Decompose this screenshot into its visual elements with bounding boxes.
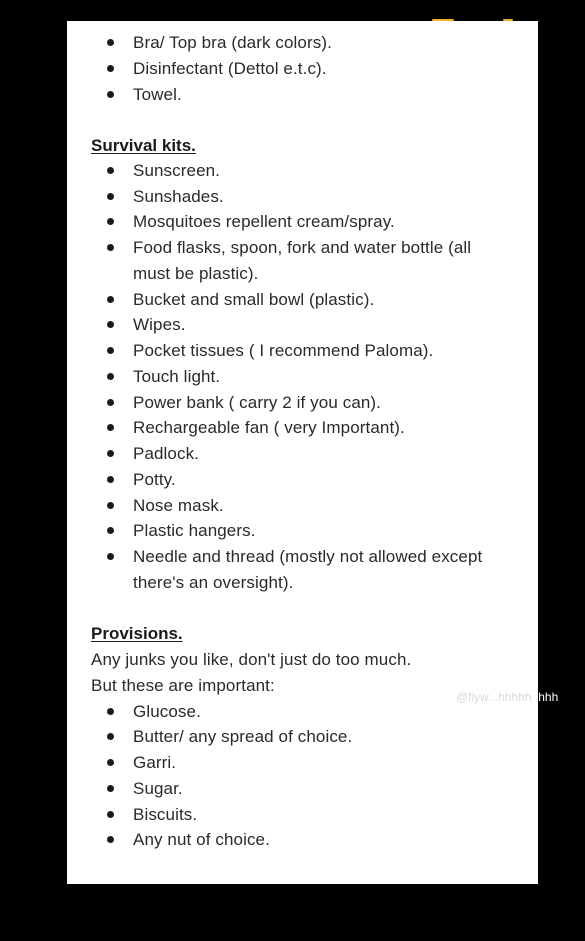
bullet-icon: [107, 708, 114, 715]
watermark-tail-text: hhhh: [531, 690, 559, 704]
list-item: Potty.: [133, 470, 176, 489]
list-item: Sugar.: [133, 779, 183, 798]
bullet-icon: [107, 65, 114, 72]
list-item: Sunscreen.: [133, 161, 220, 180]
list-item: Wipes.: [133, 315, 186, 334]
list-item: Padlock.: [133, 444, 200, 463]
bullet-icon: [107, 373, 114, 380]
list-item: Pocket tissues ( I recommend Paloma).: [133, 341, 434, 360]
list-item: Plastic hangers.: [133, 521, 256, 540]
bullet-icon: [107, 553, 114, 560]
list-item: Sunshades.: [133, 187, 224, 206]
list-item: Glucose.: [133, 702, 201, 721]
list-item-continuation: there's an oversight).: [133, 573, 294, 592]
provisions-heading: Provisions.: [91, 624, 183, 643]
bullet-icon: [107, 476, 114, 483]
bullet-icon: [107, 502, 114, 509]
list-item: Towel.: [133, 85, 182, 104]
watermark-faded-text: @fiyw...hhhhh: [456, 690, 532, 704]
bullet-icon: [107, 91, 114, 98]
list-item: Mosquitoes repellent cream/spray.: [133, 212, 395, 231]
bullet-icon: [107, 39, 114, 46]
list-item-continuation: must be plastic).: [133, 264, 259, 283]
bullet-icon: [107, 450, 114, 457]
list-item: Bucket and small bowl (plastic).: [133, 290, 375, 309]
bullet-icon: [107, 244, 114, 251]
bullet-icon: [107, 836, 114, 843]
list-item: Biscuits.: [133, 805, 198, 824]
bullet-icon: [107, 424, 114, 431]
list-item: Power bank ( carry 2 if you can).: [133, 393, 382, 412]
survival-kits-heading: Survival kits.: [91, 136, 196, 155]
bullet-icon: [107, 218, 114, 225]
provisions-intro: But these are important:: [91, 676, 275, 695]
list-item: Disinfectant (Dettol e.t.c).: [133, 59, 327, 78]
bullet-icon: [107, 296, 114, 303]
list-item: Nose mask.: [133, 496, 224, 515]
bullet-icon: [107, 759, 114, 766]
bullet-icon: [107, 347, 114, 354]
list-item: Food flasks, spoon, fork and water bottle (all: [133, 238, 472, 257]
bullet-icon: [107, 785, 114, 792]
provisions-intro: Any junks you like, don't just do too much.: [91, 650, 412, 669]
watermark: [456, 689, 558, 705]
list-item: Garri.: [133, 753, 177, 772]
bullet-icon: [107, 733, 114, 740]
list-item: Any nut of choice.: [133, 830, 270, 849]
bullet-icon: [107, 811, 114, 818]
bullet-icon: [107, 399, 114, 406]
bullet-icon: [107, 167, 114, 174]
list-item: Touch light.: [133, 367, 221, 386]
list-item: Needle and thread (mostly not allowed except: [133, 547, 483, 566]
document-page: [67, 21, 538, 884]
bullet-icon: [107, 321, 114, 328]
list-item: Rechargeable fan ( very Important).: [133, 418, 405, 437]
list-item: Butter/ any spread of choice.: [133, 727, 353, 746]
list-item: Bra/ Top bra (dark colors).: [133, 33, 332, 52]
bullet-icon: [107, 193, 114, 200]
bullet-icon: [107, 527, 114, 534]
